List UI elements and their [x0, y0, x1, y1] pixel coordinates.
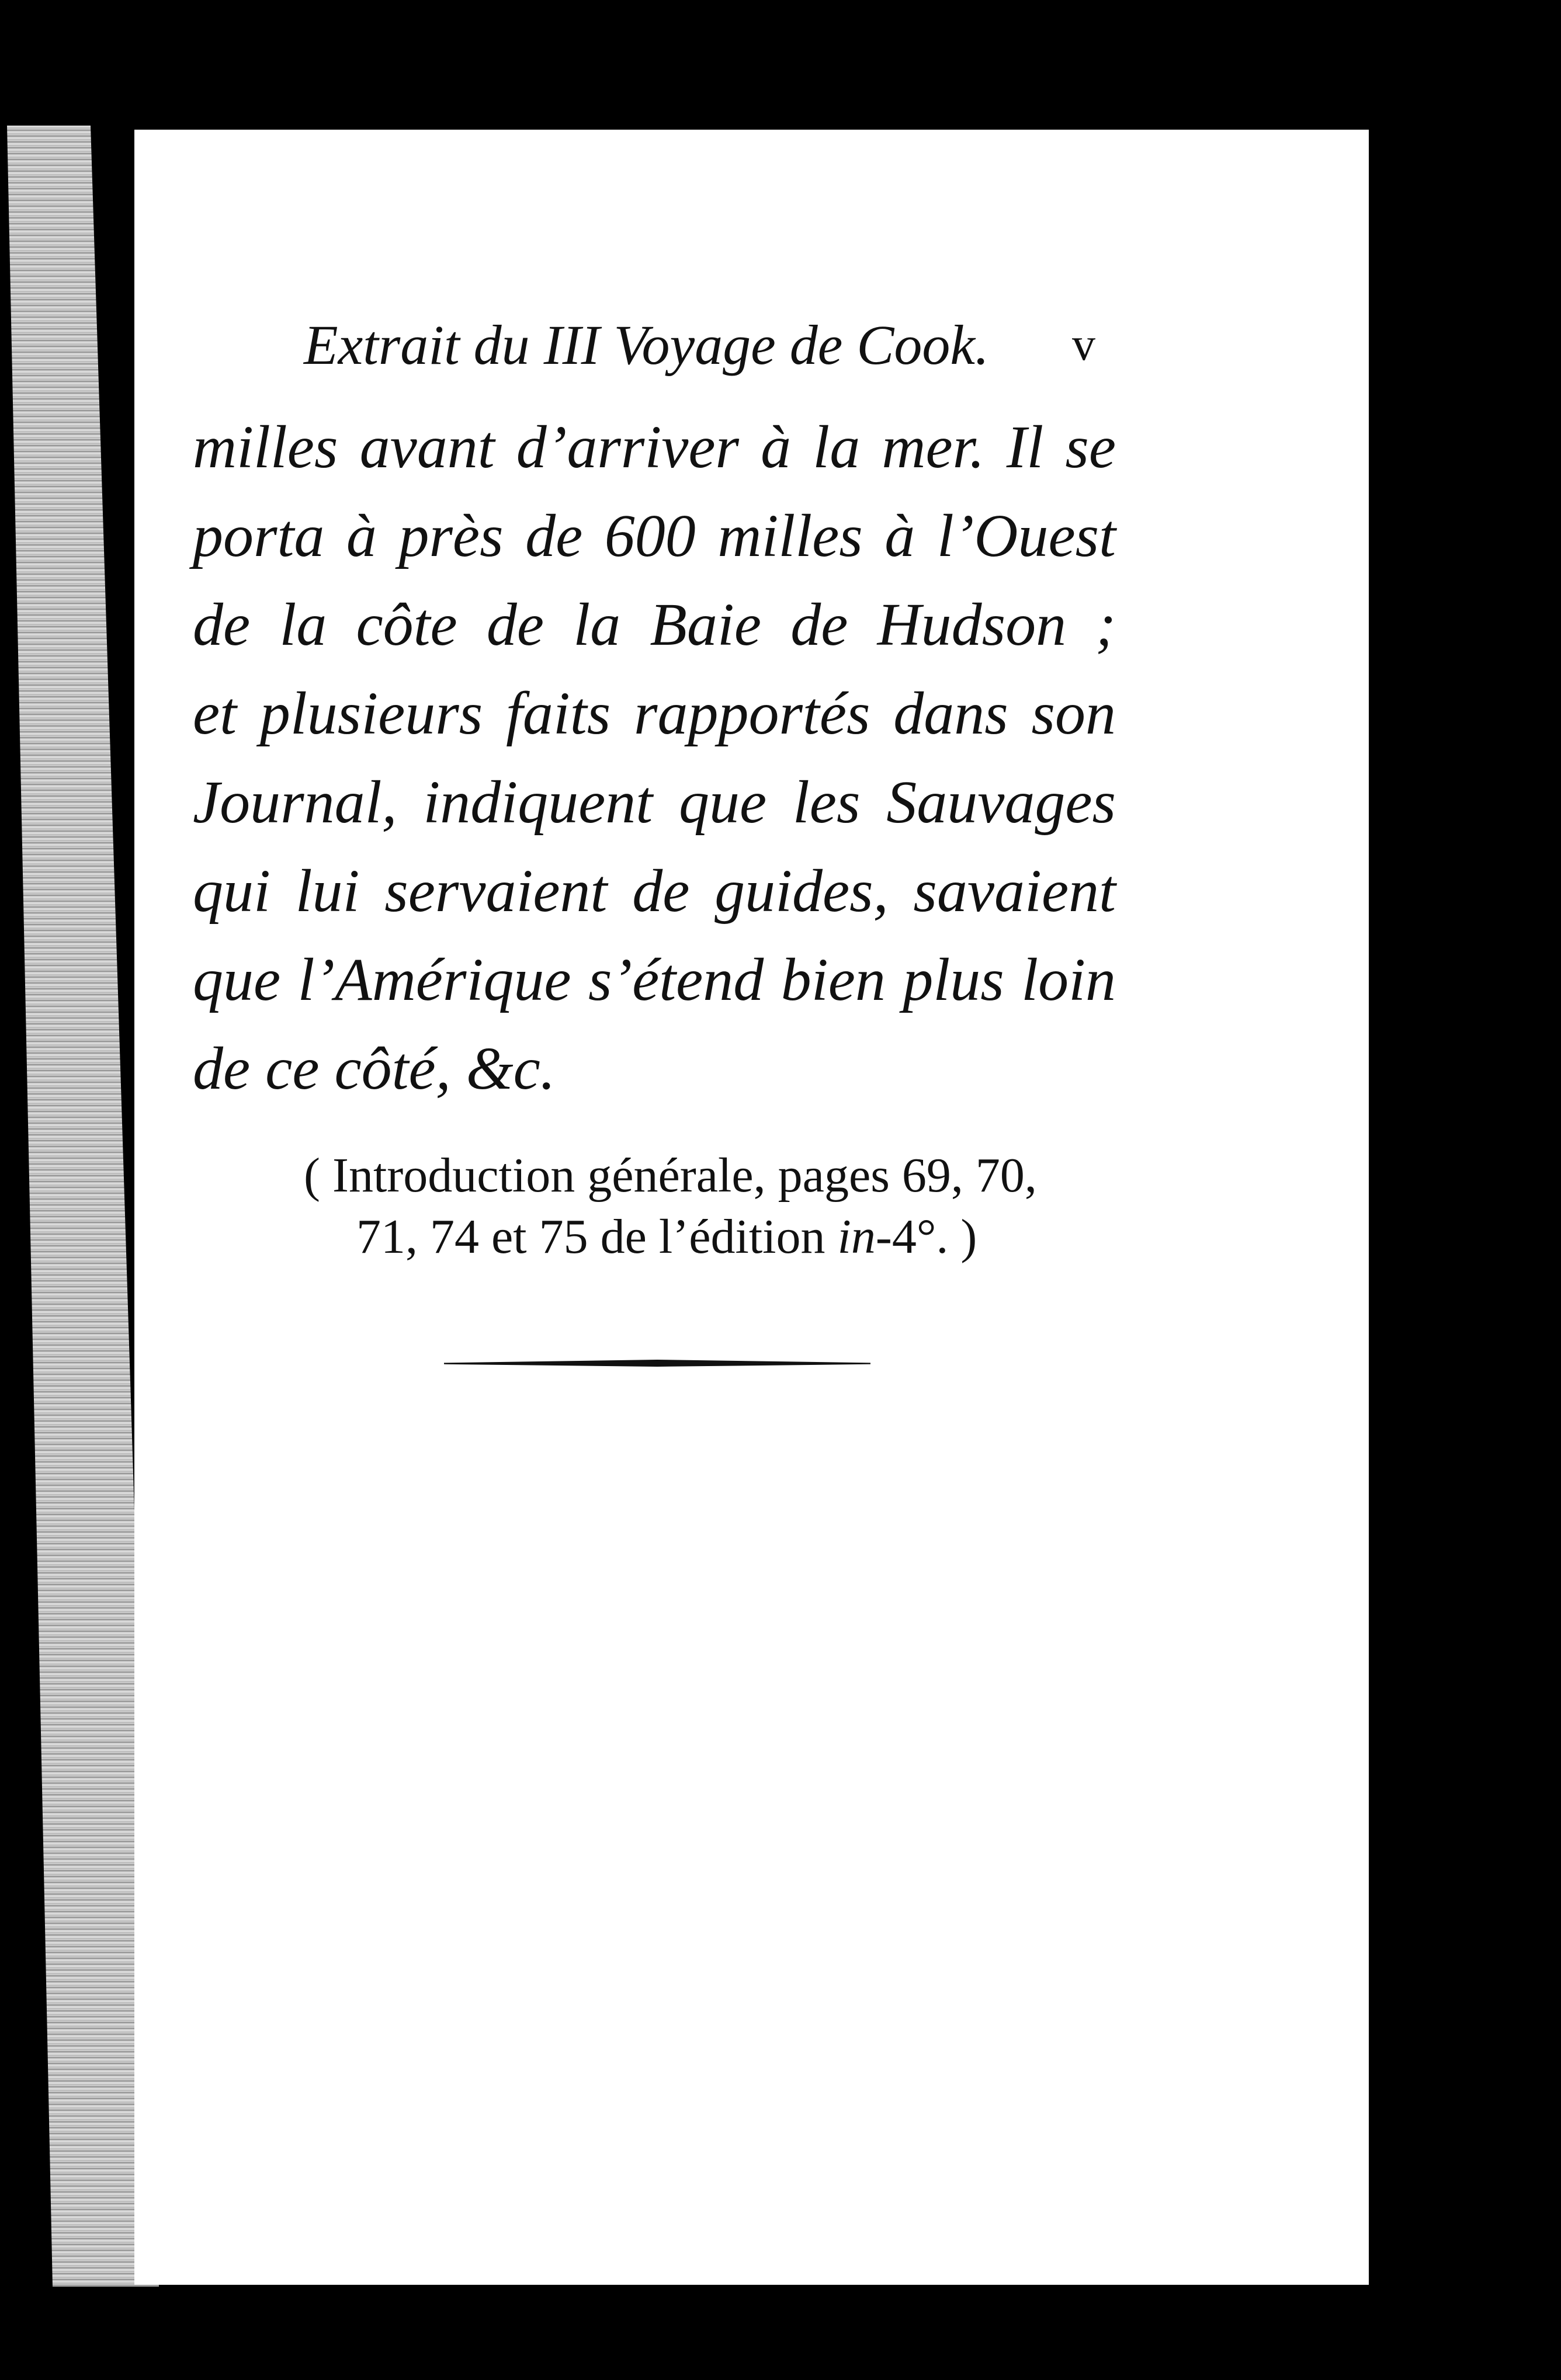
- text-line: porta à près de 600 milles à l’Ouest: [193, 502, 1116, 569]
- text-line: de la côte de la Baie de Hudson ;: [193, 591, 1116, 658]
- text-line: et plusieurs faits rapportés dans son: [193, 680, 1116, 747]
- text-line: Journal, indiquent que les Sauvages: [193, 769, 1116, 836]
- running-title: Extrait du III Voyage de Cook.: [304, 314, 989, 376]
- citation-text: -4°. ): [875, 1210, 977, 1264]
- citation-line: [304, 1206, 1122, 1267]
- body-paragraph: [193, 403, 1116, 1113]
- text-line: de ce côté, &c.: [193, 1035, 556, 1102]
- citation-line: ( Introduction générale, pages 69, 70,: [304, 1148, 1037, 1203]
- source-citation: [304, 1145, 1122, 1267]
- text-line: que l’Amérique s’étend bien plus loin: [193, 946, 1116, 1013]
- citation-italic: in: [837, 1210, 876, 1264]
- text-line: qui lui servaient de guides, savaient: [193, 857, 1116, 925]
- page-number: v: [1072, 319, 1095, 370]
- text-line: milles avant d’arriver à la mer. Il se: [193, 414, 1116, 481]
- citation-text: 71, 74 et 75 de l’édition: [356, 1210, 838, 1264]
